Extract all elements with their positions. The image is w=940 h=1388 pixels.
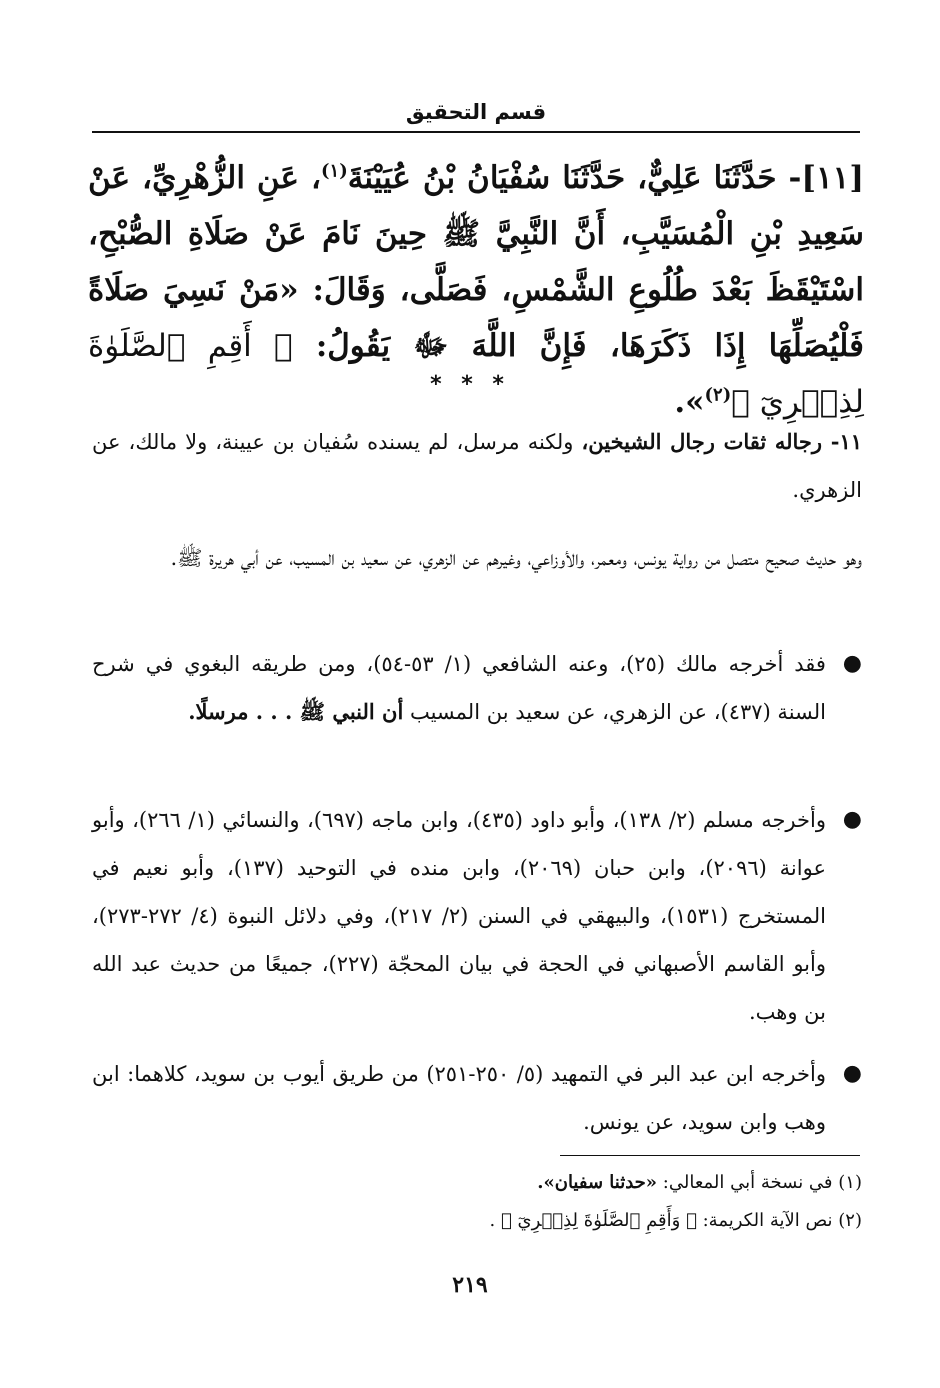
- hadith-number: [١١]-: [788, 160, 864, 196]
- section-separator: * * *: [430, 372, 510, 397]
- list-item: [92, 640, 862, 736]
- bullet-icon: ●: [842, 807, 862, 832]
- list-item: [92, 796, 862, 1036]
- bullet-icon: ●: [842, 1061, 862, 1086]
- hadith-chain: حَدَّثَنَا عَلِيٌّ، حَدَّثَنَا سُفْيَانُ بْنُ عُيَيْنَةَ: [347, 160, 777, 196]
- footnote-text: نص الآية الكريمة:: [702, 1210, 833, 1231]
- footnote-rule: [560, 1155, 860, 1156]
- list-item-text: وأخرجه ابن عبد البر في التمهيد (٥/ ٢٥٠-٢٥١) من طريق أيوب بن سويد، كلاهما: ابن وهب وابن سويد، عن يونس.: [92, 1062, 826, 1134]
- hadith-end: ».: [674, 384, 705, 420]
- header-rule: [92, 131, 860, 133]
- list-item-text: وأخرجه مسلم (٢/ ١٣٨)، وأبو داود (٤٣٥)، وابن ماجه (٦٩٧)، والنسائي (١/ ٢٦٦)، وأبو عوانة (٢٠٩٦)، وابن حبان (٢٠٦٩)، وابن منده في التوحيد (١٣٧)، وأبو نعيم في المستخرج (١٥٣١)، والبيهقي في السنن (٢/ ٢١٧)، وفي دلائل النبوة (٤/ ٢٧٢-٢٧٣)، وأبو القاسم الأصبهاني في الحجة في بيان المحجّة (٢٢٧)، جميعًا من حديث عبد الله بن وهب.: [92, 808, 826, 1024]
- footnote-bold: «حدثنا سفيان».: [537, 1172, 658, 1193]
- commentary-rest: ولكنه مرسل، لم يسنده سُفيان بن عيينة، ولا مالك، عن الزهري.: [92, 430, 862, 502]
- footnote-text: في نسخة أبي المعالي:: [662, 1172, 833, 1193]
- running-title: قسم التحقيق: [405, 100, 547, 124]
- commentary-paragraph-1: [92, 418, 862, 514]
- footnote-number: (١): [838, 1172, 862, 1193]
- page-number: ٢١٩: [452, 1272, 488, 1298]
- footnote-1: [92, 1164, 862, 1202]
- commentary-paragraph-2: وهو حديث صحيح متصل من رواية يونس، ومعمر، والأوزاعي، وغيرهم عن الزهري، عن سعيد بن المسيب، عن أبي هريرة ﷺ.: [170, 546, 862, 570]
- footnote-2: [92, 1202, 862, 1240]
- list-item: [92, 1050, 862, 1146]
- list-item-body: فقد أخرجه مالك (٢٥)، وعنه الشافعي (١/ ٥٣-٥٤)، ومن طريقه البغوي في شرح السنة (٤٣٧)، عن الزهري، عن سعيد بن المسيب: [92, 652, 826, 724]
- footnote-ref-2[interactable]: (٢): [704, 384, 732, 406]
- hadith-body: ، عَنِ الزُّهْرِيِّ، عَنْ سَعِيدِ بْنِ الْمُسَيَّبِ، أَنَّ النَّبِيَّ ﷺ حِينَ نَامَ عَنْ صَلَاةِ الصُّبْحِ، اسْتَيْقَظَ بَعْدَ طُلُوعِ الشَّمْسِ، فَصَلَّى، وَقَالَ: «مَنْ نَسِيَ صَلَاةً فَلْيُصَلِّهَا إِذَا ذَكَرَهَا، فَإِنَّ اللَّهَ ﷻ يَقُولُ:: [88, 160, 865, 364]
- bullet-icon: ●: [842, 651, 862, 676]
- footnotes: [92, 1164, 862, 1240]
- footnote-verse: ﴿ وَأَقِمِ ٱلصَّلَوٰةَ لِذِكۡرِيٓ ﴾ .: [489, 1210, 697, 1231]
- footnote-ref-1[interactable]: (١): [320, 160, 348, 182]
- list-item-text: [92, 640, 826, 736]
- commentary-lead: ١١- رجاله ثقات رجال الشيخين،: [581, 429, 863, 454]
- quran-verse: ﴿ أَقِمِ ٱلصَّلَوٰةَ لِذِكۡرِيٓ ﴾: [88, 328, 864, 420]
- footnote-number: (٢): [838, 1210, 862, 1231]
- list-item-bold: أن النبي ﷺ . . . مرسلًا.: [188, 699, 404, 724]
